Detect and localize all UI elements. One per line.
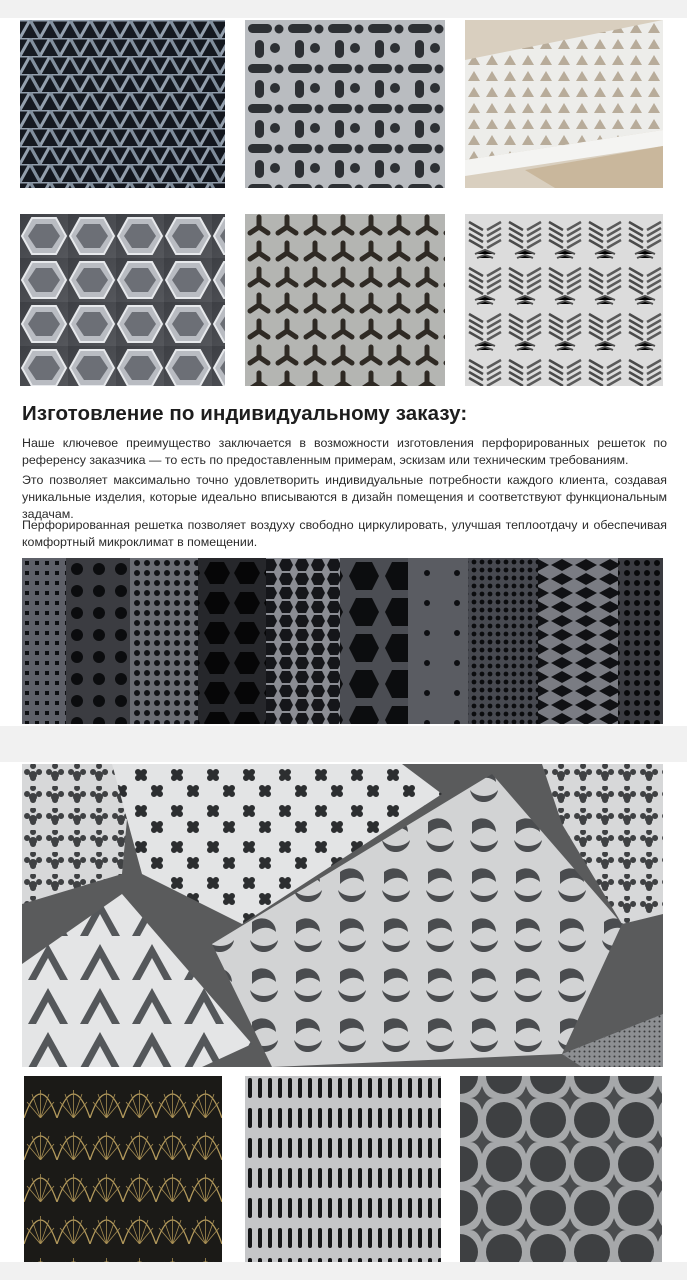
vertical-slot-panel-photo	[245, 1076, 441, 1262]
gold-arch-pattern-photo	[24, 1076, 222, 1262]
paragraph-advantage: Наше ключевое преимущество заключается в возможности изготовления перфорированных решеток по референсу заказчика — то есть по предоставленным примерам, эскизам или техническим требованиям.	[22, 436, 667, 467]
white-triangle-grille-photo	[465, 20, 663, 188]
quatrefoil-cutout-panel-photo	[460, 1076, 662, 1262]
middle-gray-band	[0, 726, 687, 762]
top-gray-band	[0, 0, 687, 18]
perforated-sheets-collection-photo	[22, 558, 663, 724]
bottom-gray-band	[0, 1262, 687, 1280]
paragraph-air-circulation: Перфорированная решетка позволяет воздуху свободно циркулировать, улучшая теплоотдачу и обеспечивая комфортный микроклимат в помещении.	[22, 518, 667, 549]
paragraph-individual-needs: Это позволяет максимально точно удовлетворить индивидуальные потребности каждого клиента, создавая уникальные изделия, которые идеально вписываются в дизайн помещения и соответствуют функциональным задачам.	[22, 473, 667, 521]
triangle-lattice-panel-photo	[20, 20, 225, 188]
section-title: Изготовление по индивидуальному заказу:	[22, 402, 468, 425]
hexagon-cutout-panel-photo	[20, 214, 225, 386]
decorative-cutout-sheets-photo	[22, 764, 663, 1067]
slot-dot-perforated-panel-photo	[245, 20, 445, 188]
cube-slot-grille-photo	[465, 214, 663, 386]
trefoil-perforated-panel-photo	[245, 214, 445, 386]
